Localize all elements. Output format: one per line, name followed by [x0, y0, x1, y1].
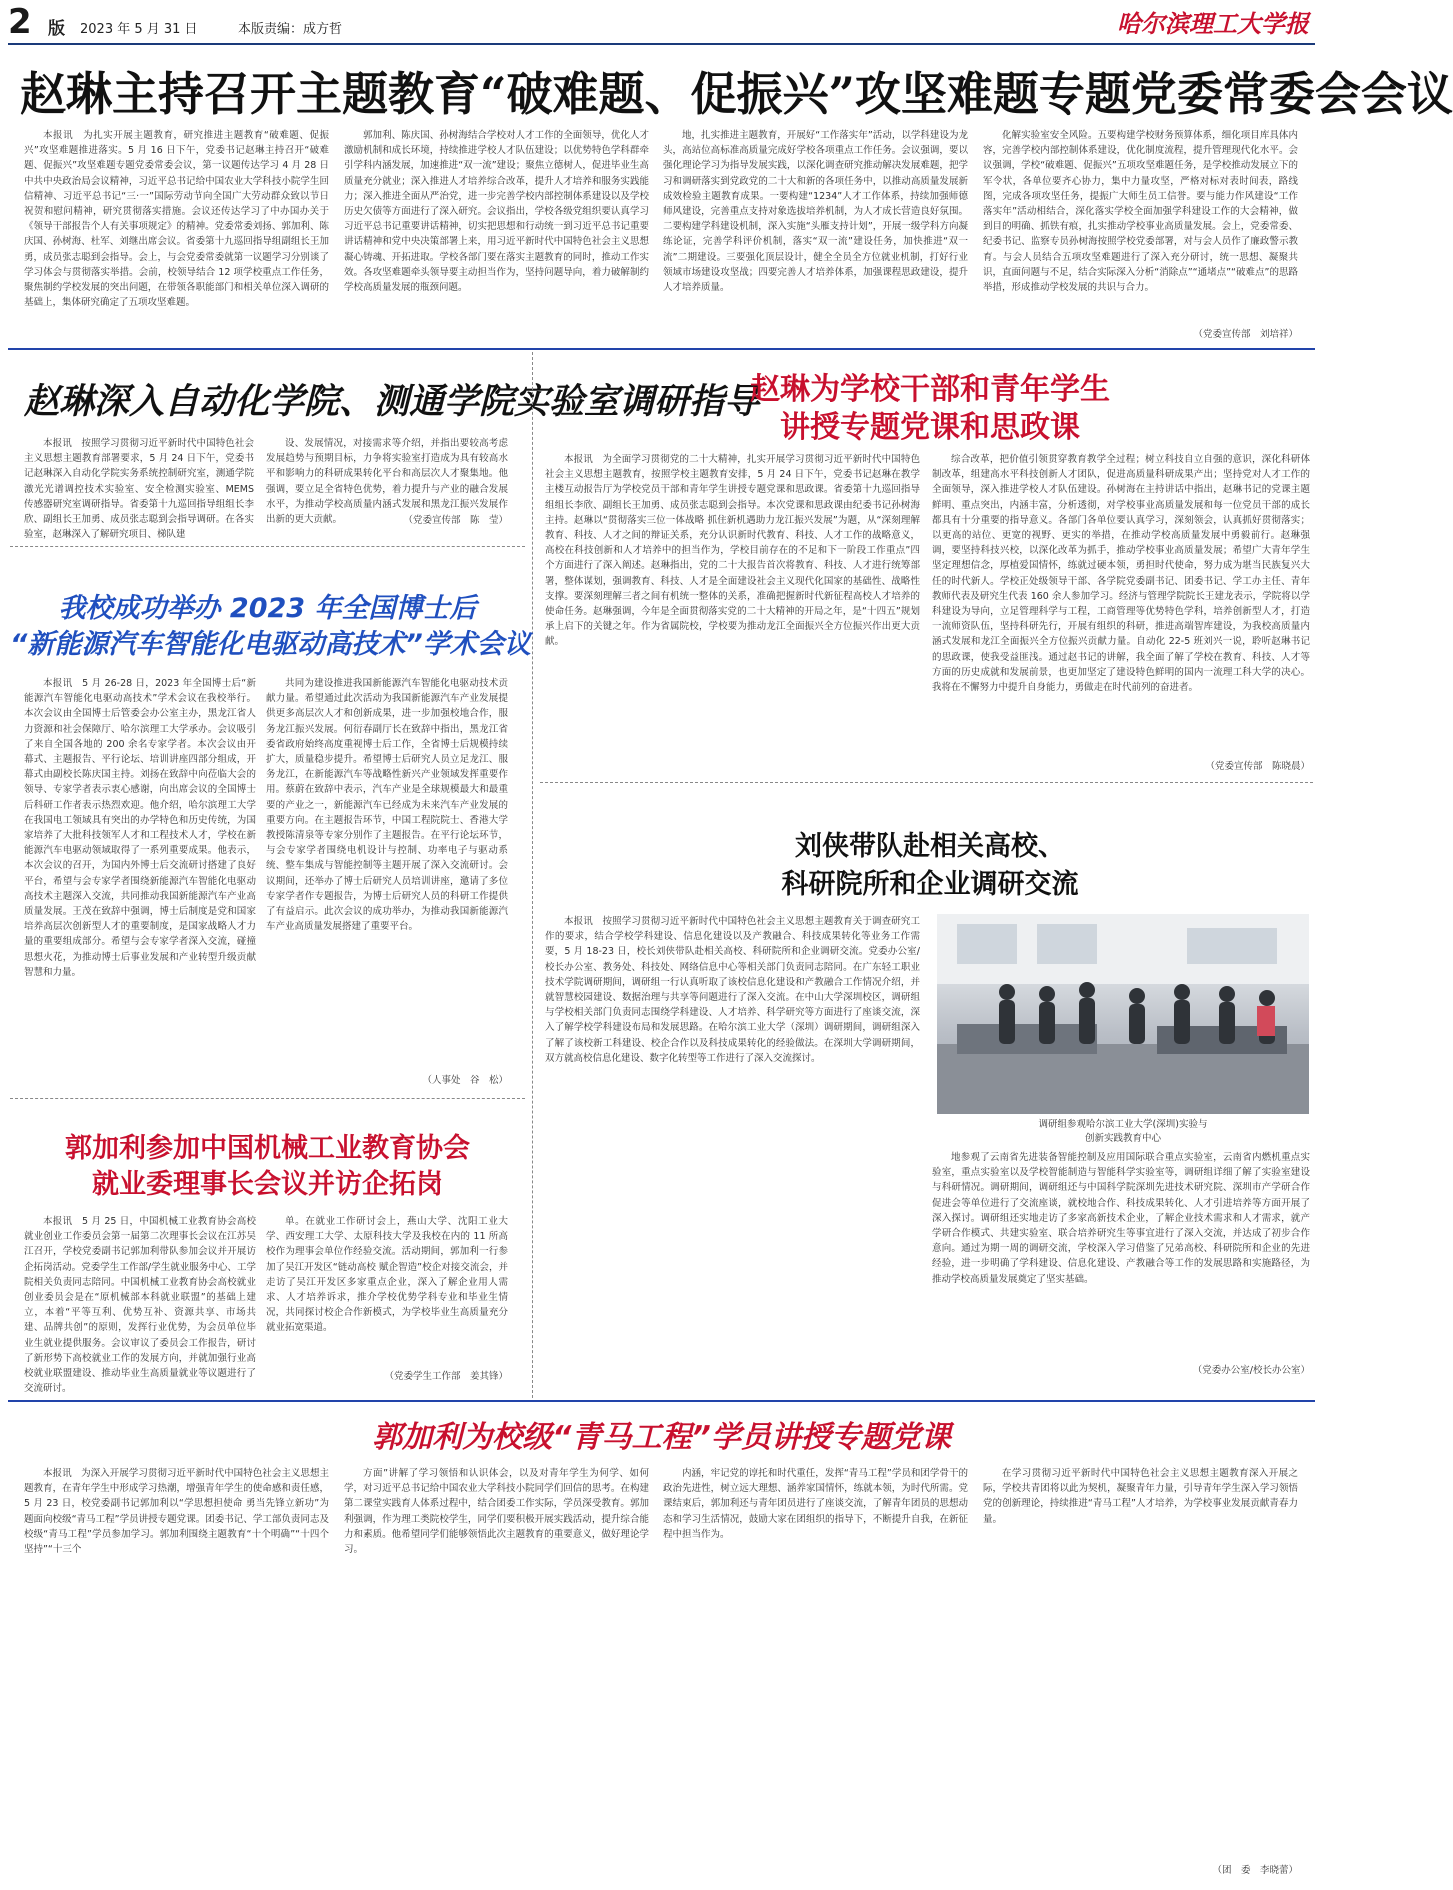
article5-title-line2: 科研院所和企业调研交流	[781, 869, 1079, 900]
article5-column: 本报讯 按照学习贯彻习近平新时代中国特色社会主义思想主题教育关于调查研究工作的要求，结合学校学科建设、信息化建设以及产教融合、科技成果转化等业务工作需要，5 月 18-23 日，校长刘侠带队赴相关高校、科研院所和企业调研交流。党委办公室/校长办公室、教务处、科技处、网络信息中心等相关部门负责同志陪同。在广东轻工职业技术学院调研期间，调研组一行认真听取了该校信息化建设和产教融合工作情况介绍，并就智慧校园建设、数据治理与共享等问题进行了深入交流。在中山大学深圳校区，调研组与学校相关部门负责同志围绕学科建设、人才培养、科学研究等方面进行了座谈交流，深入了解学校学科建设布局和发展思路。在哈尔滨工业大学（深圳）调研期间，调研组深入了解了该校新工科建设、校企合作以及科技成果转化的经验做法。在深圳大学调研期间，双方就高校信息化建设、数字化转型等工作进行了深入交流探讨。	[545, 916, 920, 1064]
page-editor: 本版责编：成方哲	[238, 22, 343, 37]
article7-column: 在学习贯彻习近平新时代中国特色社会主义思想主题教育深入开展之际，学校共青团将以此为契机，凝聚青年力量，引导青年学生深入学习领悟党的创新理论，持续推进“青马工程”人才培养，为学校事业发展贡献青春力量。	[983, 1468, 1298, 1525]
article2-title: 赵琳深入自动化学院、测通学院实验室调研指导	[24, 381, 760, 422]
dashed-divider	[540, 782, 1313, 783]
article4-title-line2: “新能源汽车智能化电驱动高技术”学术会议	[10, 629, 531, 660]
article4-title-line1: 我校成功举办 2023 年全国博士后	[58, 593, 477, 624]
article1-column: 郭加利、陈庆国、孙树海结合学校对人才工作的全面领导，优化人才激励机制和成长环境，持续推进学校人才队伍建设；以优势特色学科群牵引学科内涵发展，加速推进“双一流”建设；聚焦立德树人，促进毕业生高质量充分就业；深入推进人才培养综合改革，提升人才培养和服务实践能力；深入推进全面从严治党，进一步完善学校内部控制体系建设以及学校历史欠债等方面进行了深入研究。会议指出，学校各级党组织要认真学习习近平总书记重要讲话精神，切实把思想和行动统一到习近平总书记重要讲话精神和党中央决策部署上来，用习近平新时代中国特色社会主义思想凝心铸魂、开拓进取。学校各部门要在落实主题教育的同时，推动工作实效。各攻坚难题牵头领导要主动担当作为，坚持问题导向，着力破解制约学校高质量发展的瓶颈问题。	[344, 130, 649, 294]
article3-column: 综合改革，把价值引领贯穿教育教学全过程；树立科技自立自强的意识，深化科研体制改革，组建高水平科技创新人才团队，促进高质量科研成果产出；坚持党对人才工作的全面领导，深入推进学校人才队伍建设。孙树海在主持讲话中指出，赵琳书记的党课主题鲜明、重点突出，内涵丰富，分析透彻，对学校事业高质量发展和每一位党员干部的成长都具有十分重要的指导意义。各部门各单位要认真学习，深刻领会，认真抓好贯彻落实；以更高的站位、更宽的视野、更实的举措，在推动学校高质量发展中勇毅前行。赵琳强调，要坚持科技兴校，以深化改革为抓手，推动学校事业高质量发展；希望广大青年学生坚定理想信念，厚植爱国情怀，练就过硬本领，勇担时代使命，努力成为堪当民族复兴大任的时代新人。学校正处级领导干部、各学院党委副书记、团委书记、学工办主任、青年教师代表及研究生代表 160 余人参加学习。经济与管理学院院长王建龙表示，学院将以学科建设为导向，立足管理科学与工程，工商管理等优势特色学科，培养创新型人才，打造一流师资队伍，坚持科研先行，开展有组织的科研，推进高端智库建设，为我校高质量内涵式发展和龙江全面振兴全方位振兴贡献力量。自动化 22-5 班刘兴一说，聆听赵琳书记的思政课，使我受益匪浅。通过赵书记的讲解，我全面了解了学校在教育、科技、人才等方面的历史成就和发展前景，也更加坚定了建设特色鲜明的国内一流理工科大学的决心。我将在不懈努力中提升自身能力，勇做走在时代前列的奋进者。	[932, 454, 1310, 694]
dashed-divider	[10, 1098, 525, 1099]
section-divider	[8, 1400, 1315, 1402]
photo-caption-line2: 创新实践教育中心	[1084, 1133, 1161, 1144]
article7-column: 内涵，牢记党的谆托和时代重任，发挥“青马工程”学员和团学骨干的政治先进性，树立远大理想、涵养家国情怀，练就本领，为时代所需。党课结束后，郭加利还与青年团员进行了座谈交流，了解青年团员的思想动态和学习生活情况，鼓励大家在团组织的指导下，不断提升自我，在新征程中担当作为。	[663, 1468, 968, 1540]
article7-column: 方面”讲解了学习领悟和认识体会，以及对青年学生为何学、如何学，对习近平总书记给中国农业大学科技小院同学们回信的思考。在构建第二课堂实践育人体系过程中，结合团委工作实际，学员深受教育。郭加利强调，作为理工类院校学生，同学们要积极开展实践活动，提升综合能力和素质。他希望同学们能够领悟此次主题教育的重要意义，做好理论学习。	[344, 1468, 649, 1556]
photo-caption-line1: 调研组参观哈尔滨工业大学(深圳)实验与	[1038, 1119, 1208, 1130]
article1-column: 本报讯 为扎实开展主题教育，研究推进主题教育“破难题、促振兴”攻坚难题推进落实。5 月 16 日下午，党委书记赵琳主持召开“破难题、促振兴”攻坚难题专题党委常委会议，第一议题传达学习 4 月 28 日中共中央政治局会议精神，习近平总书记给中国农业大学科技小院学生回信精神、习近平总书记“三·一”国际劳动节向全国广大劳动群众致以节日祝贺和慰问精神，研究贯彻落实措施。会议还传达学习了中办国办关于《领导干部报告个人有关事项规定》的精神。党委常委刘扬、郭加利、陈庆国、孙树海、杜军、刘继出席会议。省委第十九巡回指导组副组长王加勇，成员张志聪到会指导。会上，与会党委常委就第一议题学习分别谈了学习体会与贯彻落实举措。会前，校领导结合 12 项学校重点工作任务，聚焦制约学校发展的突出问题，在带领各职能部门和相关单位深入调研的基础上，集体研究确定了五项攻坚难题。	[24, 130, 329, 309]
article2-column: 本报讯 按照学习贯彻习近平新时代中国特色社会主义思想主题教育部署要求，5 月 24 日下午，党委书记赵琳深入自动化学院实务系统控制研究室，测通学院激光光谱调控技术实验室、安全检测实验室、MEMS 传感器研究室调研指导。省委第十九巡回指导组组长李欣、副组长王加勇、成员张志聪到会指导调研。在各实验室，赵琳深入了解研究项目、梯队建	[24, 438, 254, 541]
article3-title-line2: 讲授专题党课和思政课	[780, 410, 1080, 445]
article5-column: 地参观了云南省先进装备智能控制及应用国际联合重点实验室，云南省内燃机重点实验室，重点实验室以及学校智能制造与智能科学实验室等，调研组详细了解了实验室建设与科研情况。调研期间，调研组还与中国科学院深圳先进技术研究院、深圳市产学研合作促进会等单位进行了交流座谈，就校地合作、科技成果转化、人才引进培养等方面开展了深入探讨。调研组还实地走访了多家高新技术企业，了解企业技术需求和人才需求，就产学研合作模式、共建实验室、联合培养研究生等事宜进行了深入交流，并达成了初步合作意向。通过为期一周的调研交流，学校深入学习借鉴了兄弟高校、科研院所和企业的先进经验，进一步明确了学科建设、信息化建设、产教融合等工作的发展思路和实施路径，为推动学校高质量发展奠定了坚实基础。	[932, 1152, 1310, 1285]
article1-column: 化解实验室安全风险。五要构建学校财务预算体系，细化项目库具体内容，完善学校内部控制体系建设，优化制度流程，提升管理现代化水平。会议强调，学校“破难题、促振兴”五项攻坚难题任务，是学校推动发展立下的军令状，各单位要齐心协力，集中力量攻坚，严格对标对表时间表，路线图，完成各项攻坚任务，提振广大师生员工信誉。要与能力作风建设“工作落实年”活动相结合，深化落实学校全面加强学科建设工作的大会精神，做到目的明确、抓铁有痕，扎实推动学校事业高质量发展。会上，党委常委、纪委书记、监察专员孙树海按照学校党委部署，对与会人员作了廉政警示教育。与会人员结合五项攻坚难题进行了深入充分研讨，统一思想、凝聚共识，直面问题与不足，结合实际深入分析“消除点”“通堵点”“破难点”的思路举措，形成推动学校发展的共识与合力。	[983, 130, 1298, 294]
page-number: 2	[8, 2, 32, 42]
article5-byline: （党委办公室/校长办公室）	[1192, 1365, 1310, 1376]
article4-byline: （人事处 谷 松）	[422, 1075, 508, 1086]
section-divider	[8, 348, 1315, 350]
article6-column: 单。在就业工作研讨会上，燕山大学、沈阳工业大学、西安理工大学、太原科技大学及我校在内的 11 所高校作为理事会单位作经验交流。活动期间，郭加利一行参加了吴江开发区“链动高校 赋企智造”校企对接交流会，并走访了吴江开发区多家重点企业，深入了解企业用人需求、人才培养诉求，推介学校优势学科专业和毕业生情况，共同探讨校企合作新模式，为学校毕业生高质量充分就业拓宽渠道。	[266, 1216, 508, 1334]
article6-title-line1: 郭加利参加中国机械工业教育协会	[65, 1133, 470, 1164]
article3-column: 本报讯 为全面学习贯彻党的二十大精神，扎实开展学习贯彻习近平新时代中国特色社会主义思想主题教育，按照学校主题教育安排，5 月 24 日下午，党委书记赵琳在教学主楼互动报告厅为学校党员干部和青年学生讲授专题党课和思政课。省委第十九巡回指导组组长李欣、副组长王加勇、成员张志聪到会指导。本次党课和思政课由纪委书记孙树海主持。赵琳以“贯彻落实三位一体战略 抓住新机遇助力龙江振兴发展”为题，从“深刻理解教育、科技、人才之间的辩证关系，充分认识新时代教育、科技、人才工作的战略意义，高校在科技创新和人才培养中的担当作为，学校目前存在的不足和下一阶段工作重点”四个方面进行了深入阐述。赵琳指出，党的二十大报告首次将教育、科技、人才进行统筹部署，整体谋划，强调教育、科技、人才是全面建设社会主义现代化国家的基础性、战略性支撑。要深刻理解三者之间有机统一整体的关系，准确把握新时代新征程高校人才培养的使命任务。赵琳强调，今年是全面贯彻落实党的二十大精神的开局之年，是“十四五”规划承上启下的关键之年。作为省属院校，学校要为推动龙江全面振兴全方位振兴作出更大贡献。	[545, 454, 920, 648]
issue-date: 2023 年 5 月 31 日	[80, 22, 198, 37]
article7-title: 郭加利为校级“青马工程”学员讲授专题党课	[372, 1420, 951, 1455]
article2-byline: （党委宣传部 陈 莹）	[403, 515, 508, 526]
article3-byline: （党委宣传部 陈晓晨）	[1205, 761, 1310, 772]
lab-scene-illustration	[937, 914, 1309, 1114]
article6-column: 本报讯 5 月 25 日，中国机械工业教育协会高校就业创业工作委员会第一届第二次理事长会议在江苏吴江召开，学校党委副书记郭加利带队参加会议并开展访企拓岗活动。党委学生工作部/学生就业服务中心、工学院相关负责同志陪同。中国机械工业教育协会高校就业创业委员会是在“原机械部本科就业联盟”的基础上建立，本着“平等互利、优势互补、资源共享、市场共建、品牌共创”的原则，发挥行业优势，为会员单位毕业生就业提供服务。会议审议了委员会工作报告，研讨了新形势下高校就业工作的发展方向，并就加强行业高校就业联盟建设、推动毕业生高质量就业等议题进行了交流研讨。	[24, 1216, 256, 1395]
article6-byline: （党委学生工作部 姜其锋）	[384, 1371, 508, 1382]
column-divider	[532, 352, 533, 1398]
article5-title-line1: 刘侠带队赴相关高校、	[795, 831, 1065, 862]
article7-column: 本报讯 为深入开展学习贯彻习近平新时代中国特色社会主义思想主题教育，在青年学生中形成学习热潮，增强青年学生的使命感和责任感，5 月 23 日，校党委副书记郭加利以“学思想担使命 勇当先锋立新功”为题面向校级“青马工程”学员讲授专题党课。团委书记、学工部负责同志及校级“青马工程”学员参加学习。郭加利围绕主题教育“十个明确”“十四个坚持”“十三个	[24, 1468, 329, 1556]
article3-title-line1: 赵琳为学校干部和青年学生	[750, 372, 1110, 407]
header-rule	[8, 43, 1315, 45]
article6-title-line2: 就业委理事长会议并访企拓岗	[92, 1169, 443, 1200]
article4-column: 本报讯 5 月 26-28 日，2023 年全国博士后“新能源汽车智能化电驱动高技术”学术会议在我校举行。本次会议由全国博士后管委会办公室主办，黑龙江省人力资源和社会保障厅、哈尔滨理工大学承办。会议吸引了来自全国各地的 200 余名专家学者。本次会议由开幕式、主题报告、平行论坛、培训讲座四部分组成，开幕式由副校长陈庆国主持。刘扬在致辞中向莅临大会的领导、专家学者表示衷心感谢，向出席会议的全国博士后科研工作者表示热烈欢迎。他介绍，哈尔滨理工大学在我国电工领域具有突出的办学特色和历史传统，为国家培养了大批科技领军人才和工程技术人才，学校在新能源汽车电驱动领域取得了一系列重要成果。他表示，本次会议的召开，为国内外博士后交流研讨搭建了良好平台，希望与会专家学者围绕新能源汽车智能化电驱动高技术主题深入交流，共同推动我国新能源汽车产业高质量发展。王茂在致辞中强调，博士后制度是党和国家培养高层次创新型人才的重要制度，是国家战略人才力量的重要组成部分。希望与会专家学者深入交流，碰撞思想火花，为推动博士后事业发展和产业转型升级贡献智慧和力量。	[24, 678, 256, 978]
research-visit-photo	[937, 914, 1309, 1114]
article4-column: 共同为建设推进我国新能源汽车智能化电驱动技术贡献力量。希望通过此次活动为我国新能源汽车产业发展提供更多高层次人才和创新成果，进一步加强校地合作，服务龙江振兴发展。何衍春副厅长在致辞中指出，黑龙江省委省政府始终高度重视博士后工作，全省博士后规模持续扩大，质量稳步提升。希望博士后研究人员立足龙江、服务龙江，在新能源汽车等战略性新兴产业领域发挥重要作用。蔡蔚在致辞中表示，汽车产业是全球规模最大和最重要的产业之一，新能源汽车已经成为未来汽车产业发展的重要方向。在主题报告环节，中国工程院院士、香港大学教授陈清泉等专家分别作了主题报告。在平行论坛环节，与会专家学者围绕电机设计与控制、功率电子与驱动系统、整车集成与智能控制等主题开展了深入交流研讨。会议期间，还举办了博士后研究人员培训讲座，邀请了多位专家学者作专题报告，为博士后研究人员的科研工作提供了有益启示。此次会议的成功举办，为推动我国新能源汽车产业高质量发展搭建了重要平台。	[266, 678, 508, 933]
dashed-divider	[10, 546, 525, 547]
article2-column: 设、发展情况，对接需求等介绍，并指出要较高考虑发展趋势与预期目标，力争将实验室打造成为具有较高水平和影响力的科研成果转化平台和高层次人才聚集地。他强调，要立足全省特色优势，着力提升与产业的融合发展水平，为推动学校高质量内涵式发展和黑龙江振兴发展作出新的更大贡献。	[266, 438, 508, 526]
page-unit: 版	[48, 19, 65, 39]
masthead-logo: 哈尔滨理工大学报	[1117, 9, 1309, 38]
article1-title: 赵琳主持召开主题教育“破难题、促振兴”攻坚难题专题党委常委会会议	[20, 67, 1453, 121]
article7-byline: （团 委 李晓蕾）	[1212, 1865, 1298, 1876]
article1-column: 地，扎实推进主题教育，开展好“工作落实年”活动，以学科建设为龙头，高站位高标准高质量完成好学校各项重点工作任务。会议强调，要以强化理论学习为指导发展实践，以深化调查研究推动解决发展难题，把学习和调研落实到党政党的二十大和新的各项任务中，以推动高质量发展新成效检验主题教育成果。一要构建“1234”人才工作体系，持续加强师德师风建设，完善重点支持对象选拔培养机制，为人才成长营造良好氛围。二要构建学科建设机制，深入实施“头雁支持计划”，开展一级学科方向凝练论证，完善学科评价机制，落实“双一流”建设任务，加快推进“双一流”二期建设。三要强化顶层设计，健全全员全方位就业机制，打好行业领域市场建设攻坚战；四要完善人才培养体系，加强课程思政建设，提升人才培养质量。	[663, 130, 968, 294]
article1-byline: （党委宣传部 刘培祥）	[1193, 329, 1298, 340]
